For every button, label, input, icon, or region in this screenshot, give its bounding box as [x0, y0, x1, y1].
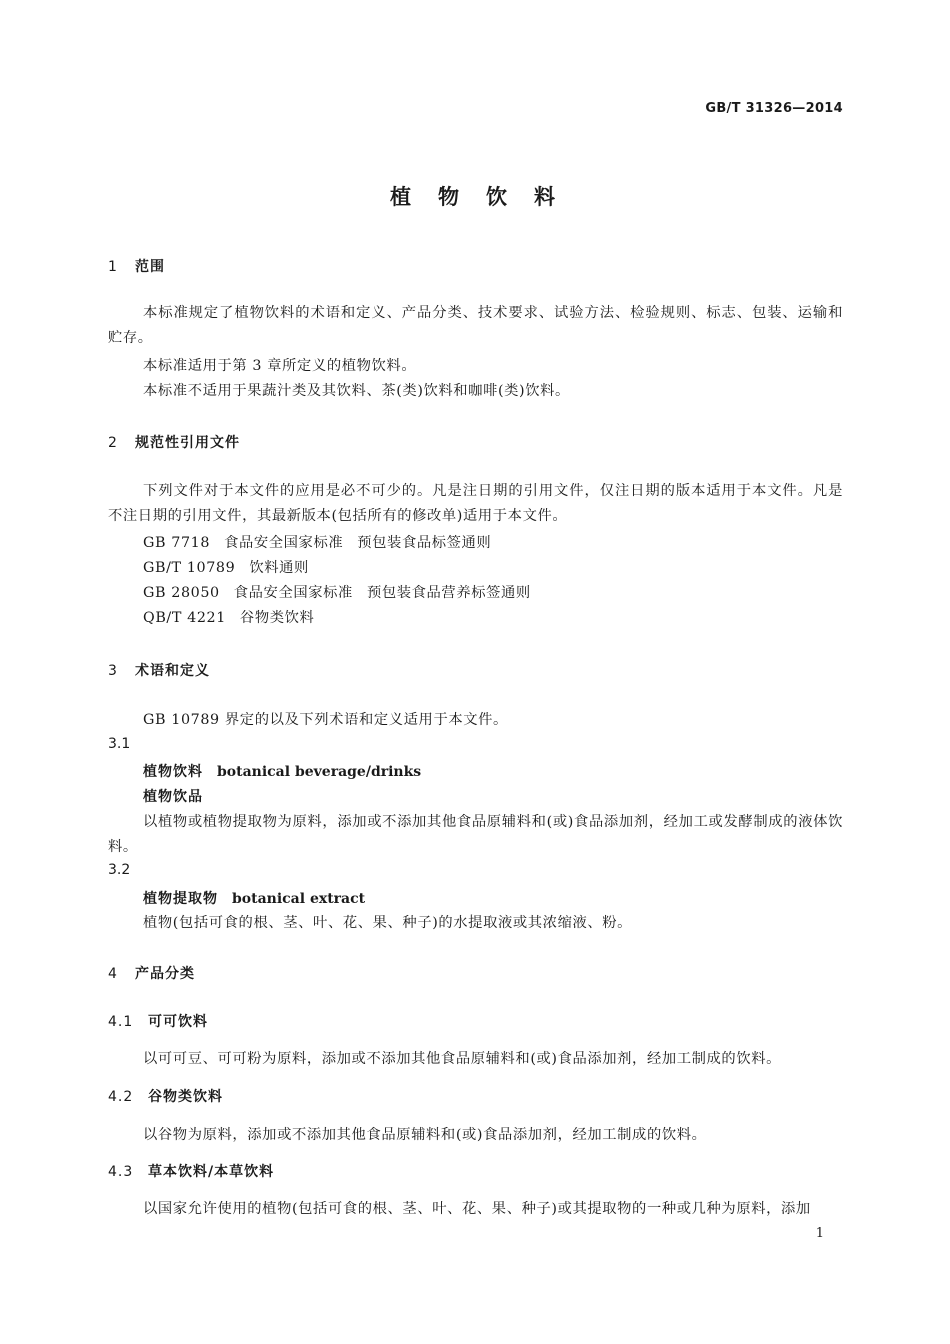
reference-code: GB 7718 [143, 535, 211, 551]
reference-code: GB 28050 [143, 585, 220, 601]
section-title: 术语和定义 [135, 663, 210, 679]
reference-title: 谷物类饮料 [239, 610, 315, 626]
reference-code: GB/T 10789 [143, 560, 236, 576]
term-synonym: 植物饮品 [143, 789, 203, 805]
subsection-heading [108, 1161, 274, 1181]
reference-title: 食品安全国家标准 [224, 535, 344, 551]
subsection-title: 谷物类饮料 [148, 1089, 223, 1105]
reference-item [143, 557, 309, 577]
term-definition: 植物(包括可食的根、茎、叶、花、果、种子)的水提取液或其浓缩液、粉。 [143, 915, 633, 931]
reference-item [143, 532, 491, 552]
reference-code: QB/T 4221 [143, 610, 226, 626]
reference-subtitle: 预包装食品营养标签通则 [366, 585, 531, 601]
term-number: 3.1 [108, 736, 131, 752]
reference-title: 食品安全国家标准 [233, 585, 353, 601]
subsection-title: 可可饮料 [148, 1014, 208, 1030]
term-cn: 植物提取物 [143, 891, 218, 907]
subsection-text: 以谷物为原料，添加或不添加其他食品原辅料和(或)食品添加剂，经加工制成的饮料。 [143, 1127, 707, 1143]
subsection-heading [108, 1086, 223, 1106]
section-number: 1 [108, 259, 118, 275]
term-cn: 植物饮料 [143, 764, 203, 780]
reference-subtitle: 预包装食品标签通则 [357, 535, 492, 551]
subsection-text: 以可可豆、可可粉为原料，添加或不添加其他食品原辅料和(或)食品添加剂，经加工制成的饮料。 [143, 1051, 782, 1067]
standard-number: GB/T 31326—2014 [705, 101, 843, 116]
term-en: botanical extract [232, 891, 366, 907]
page-number: 1 [815, 1226, 824, 1241]
section-3-intro: GB 10789 界定的以及下列术语和定义适用于本文件。 [143, 712, 508, 728]
section-1-paragraph-2: 本标准适用于第 3 章所定义的植物饮料。 [143, 358, 417, 374]
section-2-heading [108, 432, 240, 452]
subsection-number: 4.1 [108, 1014, 134, 1030]
subsection-text: 以国家允许使用的植物(包括可食的根、茎、叶、花、果、种子)或其提取物的一种或几种为原料，添加 [143, 1201, 811, 1217]
section-3-heading [108, 660, 210, 680]
section-2-intro: 下列文件对于本文件的应用是必不可少的。凡是注日期的引用文件，仅注日期的版本适用于本文件。凡是不注日期的引用文件，其最新版本(包括所有的修改单)适用于本文件。 [108, 483, 843, 524]
reference-title: 饮料通则 [249, 560, 309, 576]
section-4-heading [108, 963, 195, 983]
section-title: 规范性引用文件 [135, 435, 240, 451]
subsection-heading [108, 1011, 208, 1031]
term-heading [143, 761, 421, 781]
subsection-title: 草本饮料/本草饮料 [148, 1164, 275, 1180]
term-number: 3.2 [108, 862, 131, 878]
term-en: botanical beverage/drinks [217, 764, 422, 780]
reference-item [143, 607, 314, 627]
reference-item [143, 582, 531, 602]
section-1-paragraph-1: 本标准规定了植物饮料的术语和定义、产品分类、技术要求、试验方法、检验规则、标志、包装、运输和贮存。 [108, 305, 843, 346]
subsection-number: 4.2 [108, 1089, 134, 1105]
section-number: 2 [108, 435, 118, 451]
subsection-number: 4.3 [108, 1164, 134, 1180]
section-title: 范围 [135, 259, 165, 275]
term-heading [143, 888, 365, 908]
section-1-paragraph-3: 本标准不适用于果蔬汁类及其饮料、茶(类)饮料和咖啡(类)饮料。 [143, 383, 570, 399]
section-number: 3 [108, 663, 118, 679]
section-1-heading [108, 256, 165, 276]
document-title: 植物饮料 [390, 185, 582, 209]
section-title: 产品分类 [135, 966, 195, 982]
term-definition: 以植物或植物提取物为原料，添加或不添加其他食品原辅料和(或)食品添加剂，经加工或发酵制成的液体饮料。 [108, 814, 843, 855]
section-number: 4 [108, 966, 118, 982]
